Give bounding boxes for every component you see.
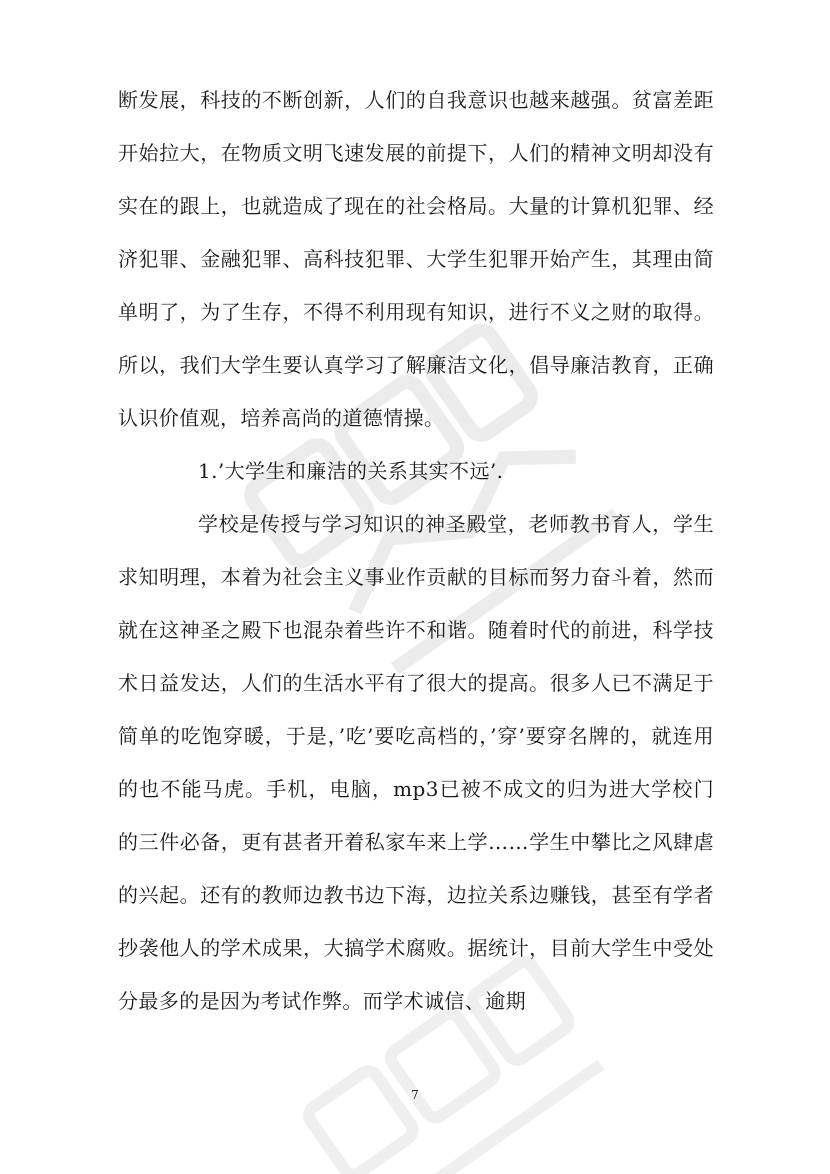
document-body bbox=[118, 74, 714, 1028]
page-number: 7 bbox=[411, 1088, 419, 1102]
paragraph-continuation: 断发展，科技的不断创新，人们的自我意识也越来越强。贫富差距开始拉大，在物质文明飞速发展的前提下，人们的精神文明却没有实在的跟上，也就造成了现在的社会格局。大量的计算机犯罪、经济犯罪、金融犯罪、高科技犯罪、大学生犯罪开始产生，其理由简单明了，为了生存，不得不利用现有知识，进行不义之财的取得。所以，我们大学生要认真学习了解廉洁文化，倡导廉洁教育，正确认识价值观，培养高尚的道德情操。 bbox=[118, 88, 714, 430]
section-heading: 1.’大学生和廉洁的关系其实不远’. bbox=[198, 459, 504, 483]
paragraph: 学校是传授与学习知识的神圣殿堂，老师教书育人，学生求知明理，本着为社会主义事业作贡献的目标而努力奋斗着，然而就在这神圣之殿下也混杂着些许不和谐。随着时代的前进，科学技术日益发达，人们的生活水平有了很大的提高。很多人已不满足于简单的吃饱穿暖，于是，’吃’要吃高档的，’穿’要穿名牌的，就连用的也不能马虎。手机，电脑，mp3已被不成文的归为进大学校门的三件必备，更有甚者开着私家车来上学……学生中攀比之风肆虐的兴起。还有的教师边教书边下海，边拉关系边赚钱，甚至有学者抄袭他人的学术成果，大搞学术腐败。据统计，目前大学生中受处分最多的是因为考试作弊。而学术诚信、逾期 bbox=[118, 512, 714, 1013]
